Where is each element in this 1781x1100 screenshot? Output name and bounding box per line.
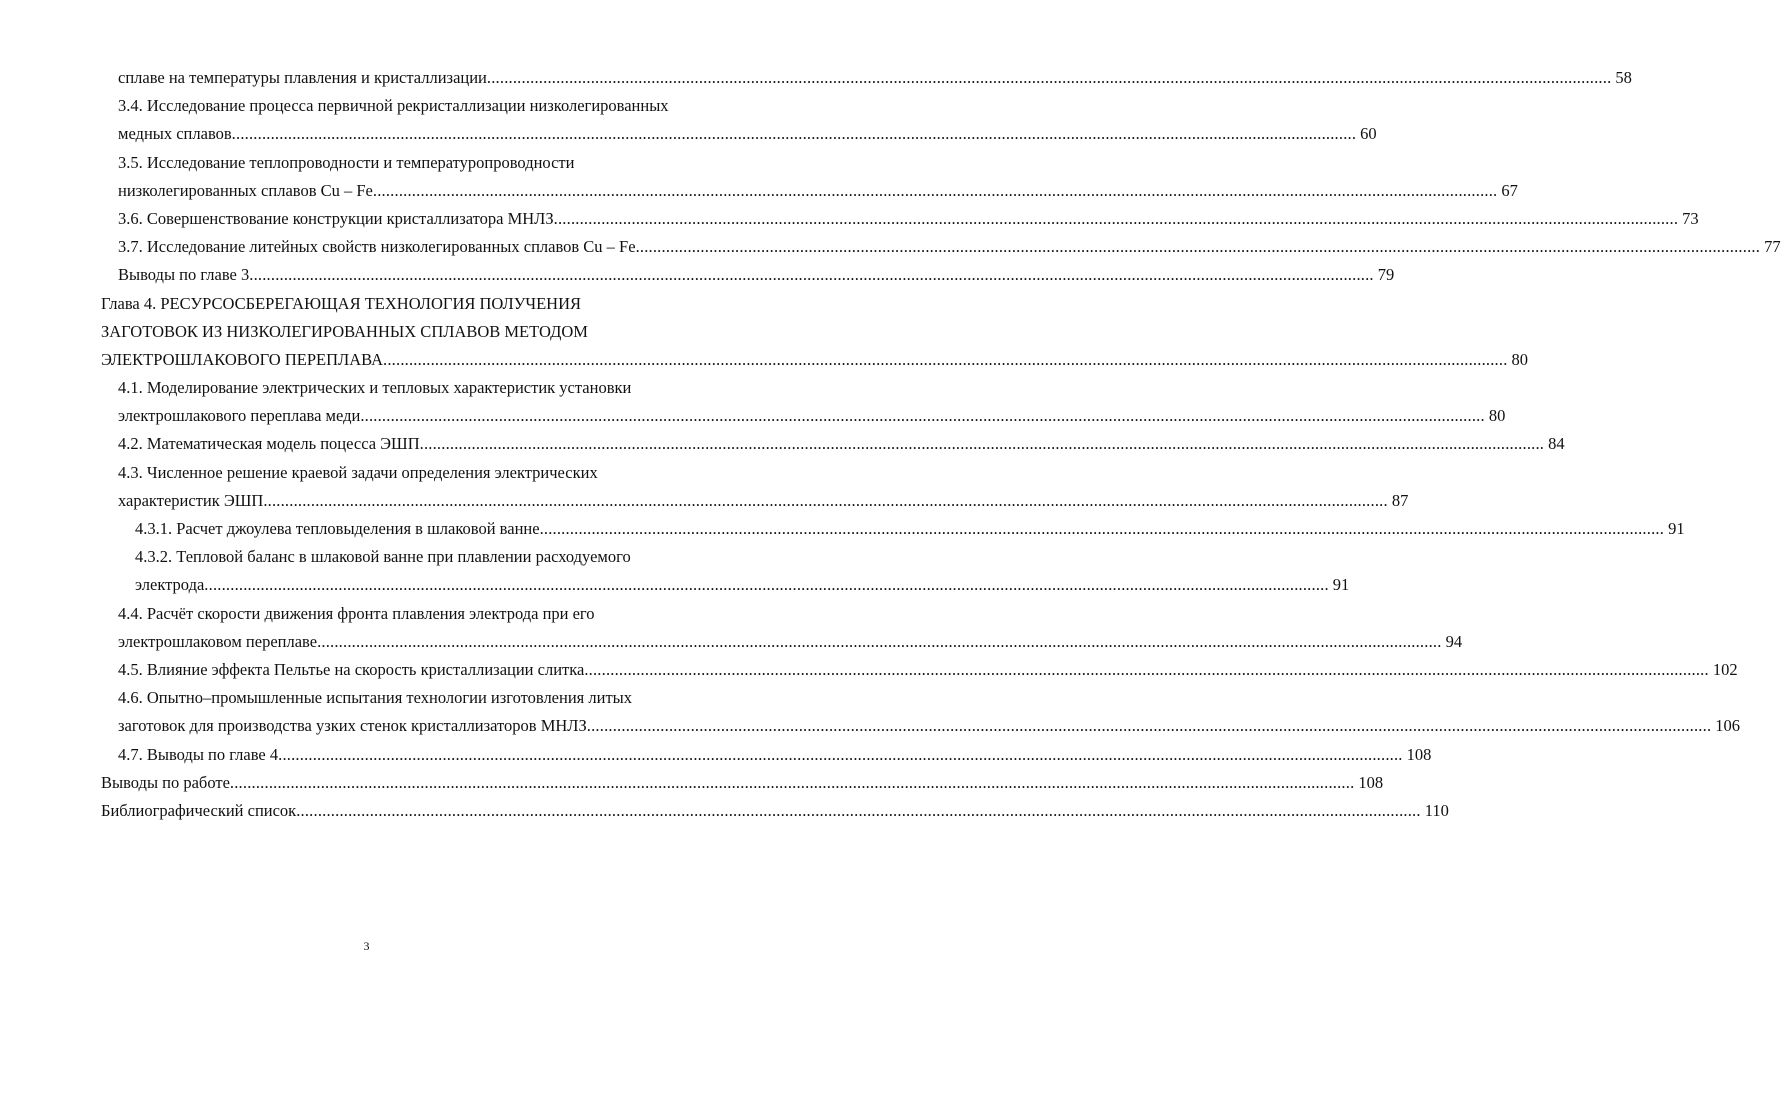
toc-entry-title: сплаве на температуры плавления и кристаллизации: [118, 68, 487, 87]
toc-entry: [118, 205, 1699, 233]
toc-entry: [118, 120, 1377, 148]
toc-entry-title: 4.3. Численное решение краевой задачи определения электрических: [118, 462, 598, 482]
dot-leader: ....................................................................................................................................................................................................................................................................: [372, 180, 1498, 200]
toc-entry-title: 3.4. Исследование процесса первичной рекристаллизации низколегированных: [118, 96, 669, 116]
toc-entry-title: Выводы по работе: [101, 772, 230, 792]
toc-entry: [135, 571, 1350, 599]
toc-entry-title: Выводы по главе 3: [118, 265, 250, 285]
toc-entry-title: ЗАГОТОВОК ИЗ НИЗКОЛЕГИРОВАННЫХ СПЛАВОВ МЕТОДОМ: [101, 321, 588, 341]
dot-leader: ....................................................................................................................................................................................................................................................................: [204, 575, 1329, 595]
toc-entry: [118, 402, 1506, 430]
toc-entry-page: 108: [1358, 772, 1384, 792]
toc-entry-title: 3.5. Исследование теплопроводности и температуропроводности: [118, 152, 575, 172]
toc-line: [0, 571, 1350, 599]
toc-entry: [118, 177, 1518, 205]
toc-entry: [118, 712, 1741, 740]
toc-entry: [118, 233, 1781, 261]
toc-line: [0, 318, 733, 346]
toc-entry-title: ЭЛЕКТРОШЛАКОВОГО ПЕРЕПЛАВА: [101, 349, 384, 369]
toc-line: [0, 459, 733, 487]
dot-leader: ....................................................................................................................................................................................................................................................................: [249, 265, 1374, 285]
toc-entry: [118, 261, 1395, 289]
toc-entry-page: 91: [1332, 575, 1350, 595]
toc-entry-page: 67: [1501, 180, 1518, 200]
toc-entry-title: 4.5. Влияние эффекта Пельтье на скорость кристаллизации слитка: [118, 659, 585, 679]
toc-line: [0, 261, 1395, 289]
toc-line: [0, 374, 733, 402]
toc-entry-page: 80: [1488, 406, 1506, 426]
toc-line: [0, 92, 733, 120]
dot-leader: ....................................................................................................................................................................................................................................................................: [360, 406, 1485, 426]
toc-entry: [135, 515, 1685, 543]
toc-entry-title: 4.1. Моделирование электрических и тепловых характеристик установки: [118, 378, 632, 398]
toc-entry-page: 77: [1764, 237, 1781, 257]
toc-entry-page: 108: [1406, 744, 1432, 764]
toc-entry-page: 60: [1360, 124, 1377, 144]
toc-entry-page: 84: [1548, 434, 1565, 454]
toc-entry: [101, 769, 1384, 797]
dot-leader: ....................................................................................................................................................................................................................................................................: [296, 800, 1421, 820]
toc-entry-page: 80: [1511, 349, 1529, 369]
toc-line: [0, 402, 1506, 430]
toc-entry: [101, 797, 1449, 825]
toc-entry-title: 3.6. Совершенствование конструкции кристаллизатора МНЛЗ: [118, 208, 554, 228]
dot-leader: ....................................................................................................................................................................................................................................................................: [229, 772, 1355, 792]
toc-entry-title: низколегированных сплавов Cu – Fe: [118, 180, 373, 200]
dot-leader: ....................................................................................................................................................................................................................................................................: [278, 744, 1403, 764]
toc-entry-title: электрода: [135, 575, 205, 595]
toc-entry-title: 4.3.2. Тепловой баланс в шлаковой ванне при плавлении расходуемого: [135, 547, 631, 567]
toc-entry-title: электрошлакового переплава меди: [118, 406, 361, 426]
dot-leader: ....................................................................................................................................................................................................................................................................: [539, 519, 1665, 538]
toc-line: [0, 656, 1738, 684]
toc-entry-page: 106: [1715, 716, 1741, 736]
toc-line: [0, 769, 1384, 797]
toc-line: [0, 64, 1632, 92]
toc-entry-title: характеристик ЭШП: [118, 490, 264, 510]
dot-leader: ....................................................................................................................................................................................................................................................................: [586, 716, 1712, 736]
toc-entry-page: 91: [1668, 519, 1685, 538]
toc-entry: [118, 741, 1432, 769]
dot-leader: ....................................................................................................................................................................................................................................................................: [383, 349, 1508, 369]
toc-entry: [118, 656, 1738, 684]
toc-line: [0, 177, 1518, 205]
toc-entry-title: 4.2. Математическая модель поцесса ЭШП: [118, 434, 420, 454]
dot-leader: ....................................................................................................................................................................................................................................................................: [635, 237, 1761, 257]
toc-line: [0, 712, 1741, 740]
dot-leader: ....................................................................................................................................................................................................................................................................: [231, 124, 1357, 144]
toc-entry-title: 4.7. Выводы по главе 4: [118, 744, 279, 764]
toc-line: [0, 149, 733, 177]
toc-line: [0, 797, 1449, 825]
toc-entry-title: заготовок для производства узких стенок кристаллизаторов МНЛЗ: [118, 716, 587, 736]
dot-leader: ....................................................................................................................................................................................................................................................................: [263, 490, 1388, 510]
toc-entry: [118, 430, 1565, 458]
toc-line: [0, 741, 1432, 769]
toc-entry: [118, 64, 1632, 92]
toc-entry: [101, 346, 1529, 374]
toc-line: [0, 600, 733, 628]
toc-line: [0, 346, 1529, 374]
toc-entry-title: электрошлаковом переплаве: [118, 631, 318, 651]
toc-entry: [118, 628, 1463, 656]
toc-line: [0, 205, 1699, 233]
toc-entry-page: 87: [1391, 490, 1409, 510]
toc-line: [0, 290, 733, 318]
toc-entry-title: Библиографический список: [101, 800, 297, 820]
toc-entry-page: 73: [1682, 208, 1699, 228]
toc-entry-page: 79: [1377, 265, 1395, 285]
dot-leader: ....................................................................................................................................................................................................................................................................: [419, 434, 1545, 454]
toc-line: [0, 515, 1685, 543]
toc-line: [0, 628, 1463, 656]
toc-entry-page: 110: [1424, 800, 1449, 820]
toc-line: [0, 233, 1781, 261]
toc-entry-page: 58: [1615, 68, 1632, 87]
dot-leader: ....................................................................................................................................................................................................................................................................: [584, 659, 1709, 679]
toc-entry-title: медных сплавов: [118, 124, 232, 144]
toc-entry-page: 102: [1712, 659, 1738, 679]
toc-entry: [118, 487, 1409, 515]
toc-line: [0, 684, 733, 712]
toc-line: [0, 543, 733, 571]
toc-entry-page: 94: [1445, 631, 1463, 651]
toc-entry-title: 4.6. Опытно–промышленные испытания технологии изготовления литых: [118, 688, 632, 708]
toc-entry-title: 4.3.1. Расчет джоулева тепловыделения в шлаковой ванне: [135, 519, 540, 538]
toc-entry-title: 4.4. Расчёт скорости движения фронта плавления электрода при его: [118, 603, 595, 623]
toc-line: [0, 430, 1565, 458]
dot-leader: ....................................................................................................................................................................................................................................................................: [553, 208, 1679, 228]
toc-entry-title: Глава 4. РЕСУРСОСБЕРЕГАЮЩАЯ ТЕХНОЛОГИЯ ПОЛУЧЕНИЯ: [101, 293, 582, 313]
toc-line: [0, 487, 1409, 515]
dot-leader: ....................................................................................................................................................................................................................................................................: [486, 68, 1612, 87]
table-of-contents: [0, 64, 1781, 825]
dot-leader: ....................................................................................................................................................................................................................................................................: [317, 631, 1442, 651]
page-number: 3: [363, 939, 370, 953]
toc-line: [0, 120, 1377, 148]
toc-entry-title: 3.7. Исследование литейных свойств низколегированных сплавов Cu – Fe: [118, 237, 636, 257]
